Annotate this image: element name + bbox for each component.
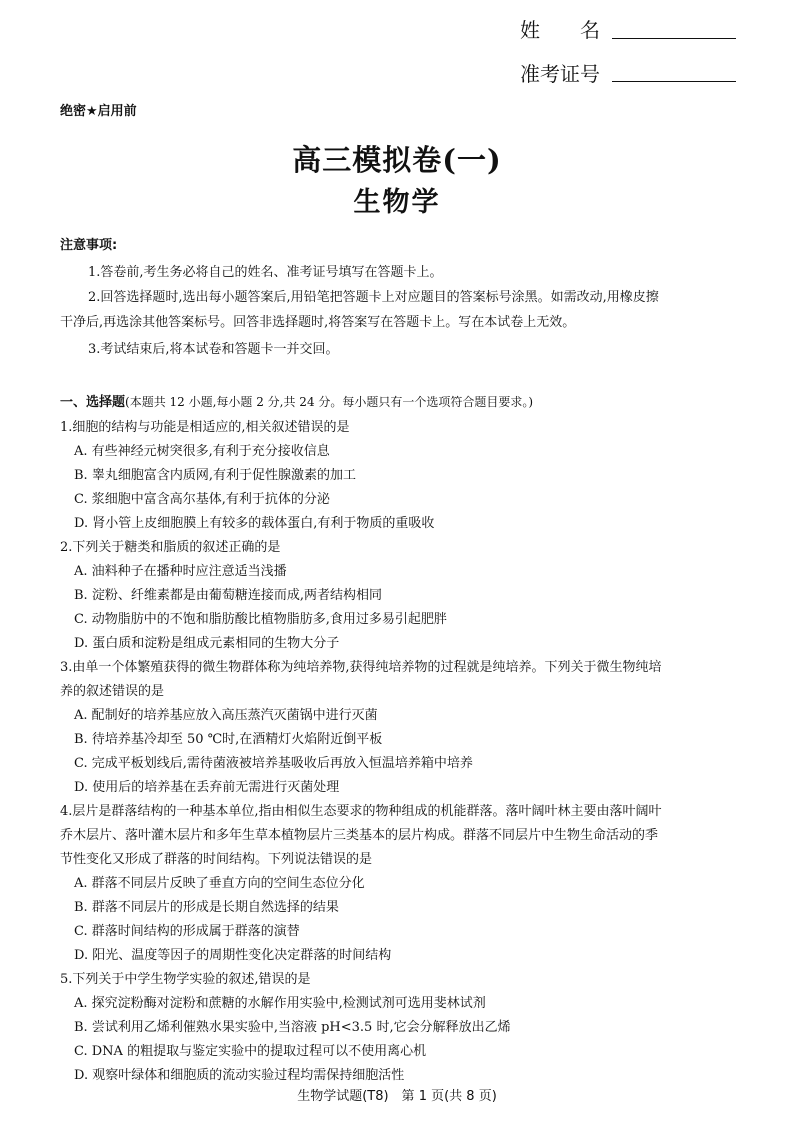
question-stem: 3.由单一个体繁殖获得的微生物群体称为纯培养物,获得纯培养物的过程就是纯培养。下列关于微生物纯培 <box>60 660 662 675</box>
note-line: 干净后,再选涂其他答案标号。回答非选择题时,将答案写在答题卡上。写在本试卷上无效。 <box>60 315 576 330</box>
question-option: D. 阳光、温度等因子的周期性变化决定群落的时间结构 <box>74 948 392 963</box>
question-stem: 1.细胞的结构与功能是相适应的,相关叙述错误的是 <box>60 420 350 435</box>
subject-title: 生物学 <box>353 187 441 218</box>
question-stem: 4.层片是群落结构的一种基本单位,指由相似生态要求的物种组成的机能群落。落叶阔叶林主要由落叶阔叶 <box>60 804 662 819</box>
question-option: B. 淀粉、纤维素都是由葡萄糖连接而成,两者结构相同 <box>74 588 382 603</box>
question-stem: 乔木层片、落叶灌木层片和多年生草本植物层片三类基本的层片构成。群落不同层片中生物生命活动的季 <box>60 828 659 843</box>
question-option: C. 浆细胞中富含高尔基体,有利于抗体的分泌 <box>74 492 330 507</box>
question-option: A. 群落不同层片反映了垂直方向的空间生态位分化 <box>74 876 365 891</box>
question-option: A. 油料种子在播种时应注意适当浅播 <box>74 564 287 579</box>
question-option: B. 睾丸细胞富含内质网,有利于促性腺激素的加工 <box>74 468 356 483</box>
question-stem: 养的叙述错误的是 <box>60 684 165 699</box>
exam-title: 高三模拟卷(一) <box>292 143 502 177</box>
question-stem: 2.下列关于糖类和脂质的叙述正确的是 <box>60 540 281 555</box>
question-option: D. 观察叶绿体和细胞质的流动实验过程均需保持细胞活性 <box>74 1068 405 1083</box>
note-line: 1.答卷前,考生务必将自己的姓名、准考证号填写在答题卡上。 <box>88 265 443 280</box>
section-title: 一、选择题 <box>60 395 126 410</box>
question-stem: 节性变化又形成了群落的时间结构。下列说法错误的是 <box>60 852 373 867</box>
section-heading <box>60 391 533 410</box>
page-footer: 生物学试题(T8) 第 1 页(共 8 页) <box>297 1089 497 1104</box>
question-option: A. 探究淀粉酶对淀粉和蔗糖的水解作用实验中,检测试剂可选用斐林试剂 <box>74 996 486 1011</box>
question-option: D. 蛋白质和淀粉是组成元素相同的生物大分子 <box>74 636 340 651</box>
question-option: C. 动物脂肪中的不饱和脂肪酸比植物脂肪多,食用过多易引起肥胖 <box>74 612 447 627</box>
exam-id-label: 准考证号 <box>520 62 600 86</box>
question-option: C. 群落时间结构的形成属于群落的演替 <box>74 924 300 939</box>
name-label: 姓 名 <box>520 18 600 42</box>
section-note: (本题共 12 小题,每小题 2 分,共 24 分。每小题只有一个选项符合题目要求。) <box>125 395 534 409</box>
note-line: 2.回答选择题时,选出每小题答案后,用铅笔把答题卡上对应题目的答案标号涂黑。如需改动,用橡皮擦 <box>88 290 659 305</box>
question-option: C. DNA 的粗提取与鉴定实验中的提取过程可以不使用离心机 <box>74 1044 427 1059</box>
exam-id-field[interactable] <box>612 81 736 82</box>
question-option: D. 使用后的培养基在丢弃前无需进行灭菌处理 <box>74 780 340 795</box>
question-option: B. 群落不同层片的形成是长期自然选择的结果 <box>74 900 339 915</box>
notes-heading: 注意事项: <box>60 238 118 253</box>
note-line: 3.考试结束后,将本试卷和答题卡一并交回。 <box>88 342 339 357</box>
question-option: B. 待培养基冷却至 50 ℃时,在酒精灯火焰附近倒平板 <box>74 732 383 747</box>
question-stem: 5.下列关于中学生物学实验的叙述,错误的是 <box>60 972 311 987</box>
confidential-mark: 绝密★启用前 <box>60 104 137 119</box>
name-field[interactable] <box>612 38 736 39</box>
question-option: A. 配制好的培养基应放入高压蒸汽灭菌锅中进行灭菌 <box>74 708 378 723</box>
question-option: D. 肾小管上皮细胞膜上有较多的载体蛋白,有利于物质的重吸收 <box>74 516 435 531</box>
question-option: A. 有些神经元树突很多,有利于充分接收信息 <box>74 444 330 459</box>
question-option: B. 尝试利用乙烯利催熟水果实验中,当溶液 pH<3.5 时,它会分解释放出乙烯 <box>74 1020 511 1035</box>
question-option: C. 完成平板划线后,需待菌液被培养基吸收后再放入恒温培养箱中培养 <box>74 756 473 771</box>
